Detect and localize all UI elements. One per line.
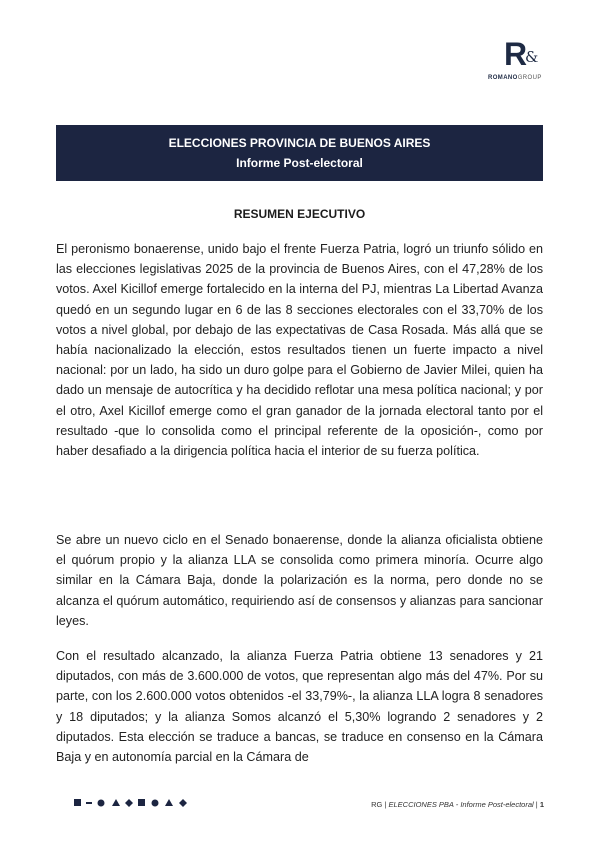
footer-triangle-icon — [165, 799, 173, 806]
footer-diamond-icon — [179, 799, 187, 807]
footer-circle-icon — [98, 800, 105, 807]
logo-ampersand: & — [525, 48, 539, 66]
footer-document-title: ELECCIONES PBA - Informe Post-electoral — [388, 800, 534, 809]
paragraph-3: Con el resultado alcanzado, la alianza Fuerza Patria obtiene 13 senadores y 21 diputados, con más de 3.600.000 de votos, que representan algo más del 47%. Por su parte, con los 2.600.000 votos obtenidos -el 33,79%-, la alianza LLA logra 8 senadores y 18 diputados; y la alianza Somos alcanzó el 5,30% logrando 2 senadores y 2 diputados. Esta elección se traduce a bancas, se traduce en consenso en la Cámara Baja y en autonomía parcial en la Cámara de — [56, 649, 543, 765]
logo-brand-light: GROUP — [517, 75, 542, 81]
report-subtitle: Informe Post-electoral — [236, 156, 363, 170]
footer-dash-icon — [86, 802, 92, 804]
footer-diamond-icon — [125, 799, 133, 807]
report-title: ELECCIONES PROVINCIA DE BUENOS AIRES — [168, 136, 431, 150]
paragraph-2: Se abre un nuevo ciclo en el Senado bonaerense, donde la alianza oficialista obtiene el quórum propio y la alianza LLA se consolida como primera minoría. Ocurre algo similar en la Cámara Baja, donde la polarización es la norma, pero donde no se alcanza el quórum automático, requiriendo así de consensos y alianzas para sancionar leyes. — [56, 533, 543, 628]
page-footer — [371, 800, 544, 809]
section-title: RESUMEN EJECUTIVO — [233, 207, 366, 221]
footer-square-icon — [74, 799, 81, 806]
company-logo — [488, 38, 568, 84]
report-header-banner — [56, 125, 543, 181]
footer-square-icon — [138, 799, 145, 806]
footer-separator: | — [533, 800, 540, 809]
page-number: 1 — [539, 800, 544, 809]
footer-separator: | — [382, 800, 389, 809]
paragraph-1: El peronismo bonaerense, unido bajo el frente Fuerza Patria, logró un triunfo sólido en las elecciones legislativas 2025 de la provincia de Buenos Aires, con el 47,28% de los votos. Axel Kicillof emerge fortalecido en la interna del PJ, mientras La Libertad Avanza quedó en un segundo lugar en 6 de las 8 secciones electorales con el 33,70% de los votos a nivel global, por debajo de las expectativas de Casa Rosada. Más allá que se había nacionalizado la elección, estos resultados tienen un fuerte impacto a nivel nacional: por un lado, ha sido un duro golpe para el Gobierno de Javier Milei, quien ha dado un mensaje de autocrítica y ha decidido reflotar una mesa política nacional; y por el otro, Axel Kicillof emerge como el gran ganador de la jornada electoral tanto por el resultado -que lo consolida como el principal referente de la oposición-, como por haber desafiado a la dirigencia política hacia el interior de su fuerza política. — [56, 242, 543, 459]
footer-triangle-icon — [112, 799, 120, 806]
footer-decorative-shapes — [74, 798, 194, 808]
logo-wordmark — [488, 75, 568, 81]
logo-letter: R — [504, 36, 528, 72]
logo-brand-bold: ROMANO — [488, 75, 518, 81]
footer-circle-icon — [152, 800, 159, 807]
footer-org: RG — [371, 800, 383, 809]
